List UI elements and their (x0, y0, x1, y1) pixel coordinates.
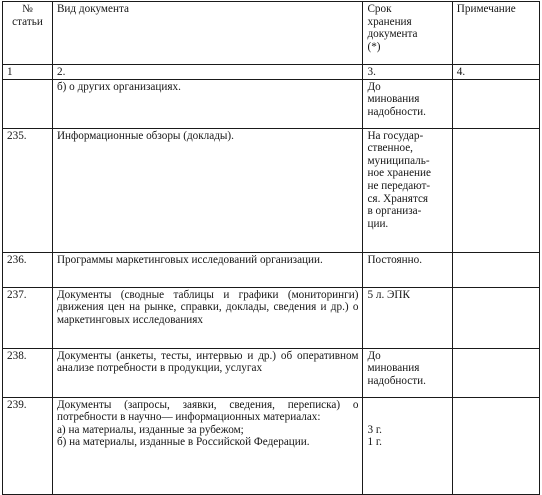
retention-term-a: 3 г. (367, 423, 382, 436)
term-spacer (367, 399, 447, 424)
article-number: 235. (3, 128, 53, 252)
retention-term: До минования надобности. (363, 348, 452, 397)
article-number (3, 79, 53, 128)
note (452, 128, 539, 252)
table-row (3, 79, 540, 128)
document-type: Документы (анкеты, тесты, интервью и др.) об оперативном анализе потребности в продукции, услугах (52, 348, 363, 397)
article-number: 238. (3, 348, 53, 397)
header-retention-term: Срок хранения документа (*) (363, 2, 452, 65)
document-type-option-a: а) на материалы, изданные за рубежом; (56, 423, 244, 436)
header-article-number: № статьи (3, 2, 53, 65)
retention-term: До минования надобности. (363, 79, 452, 128)
table-row (3, 287, 540, 348)
column-number: 2. (52, 65, 363, 80)
document-type: Программы маркетинговых исследований организации. (52, 252, 363, 287)
note (452, 79, 539, 128)
retention-term-b: 1 г. (367, 436, 382, 449)
header-document-type: Вид документа (52, 2, 363, 65)
article-number: 239. (3, 397, 53, 494)
document-type: Документы (сводные таблицы и графики (мониторинги) движения цен на рынке, справки, доклады, сведения и др.) о маркетинговых исследованиях (52, 287, 363, 348)
document-type-intro: Документы (запросы, заявки, сведения, переписка) о потребности в научно— информационных материалах: (56, 398, 359, 424)
document-type-option-b: б) на материалы, изданные в Российской Федерации. (56, 436, 310, 449)
column-number: 4. (452, 65, 539, 80)
note (452, 287, 539, 348)
document-type: б) о других организациях. (52, 79, 363, 128)
table-row (3, 348, 540, 397)
column-number: 1 (3, 65, 53, 80)
table-row (3, 252, 540, 287)
table-row (3, 397, 540, 494)
retention-table (2, 1, 540, 495)
retention-term: Постоянно. (363, 252, 452, 287)
column-number: 3. (363, 65, 452, 80)
header-note: Примечание (452, 2, 539, 65)
note (452, 348, 539, 397)
note (452, 397, 539, 494)
header-row (3, 2, 540, 65)
table-row (3, 128, 540, 252)
document-type: Информационные обзоры (доклады). (52, 128, 363, 252)
article-number: 236. (3, 252, 53, 287)
retention-term (363, 397, 452, 494)
note (452, 252, 539, 287)
retention-term: На государ- ственное, муниципаль- ное хранение не передают- ся. Хранятся в организа- ции. (363, 128, 452, 252)
column-number-row (3, 65, 540, 80)
retention-term: 5 л. ЭПК (363, 287, 452, 348)
article-number: 237. (3, 287, 53, 348)
document-type (52, 397, 363, 494)
